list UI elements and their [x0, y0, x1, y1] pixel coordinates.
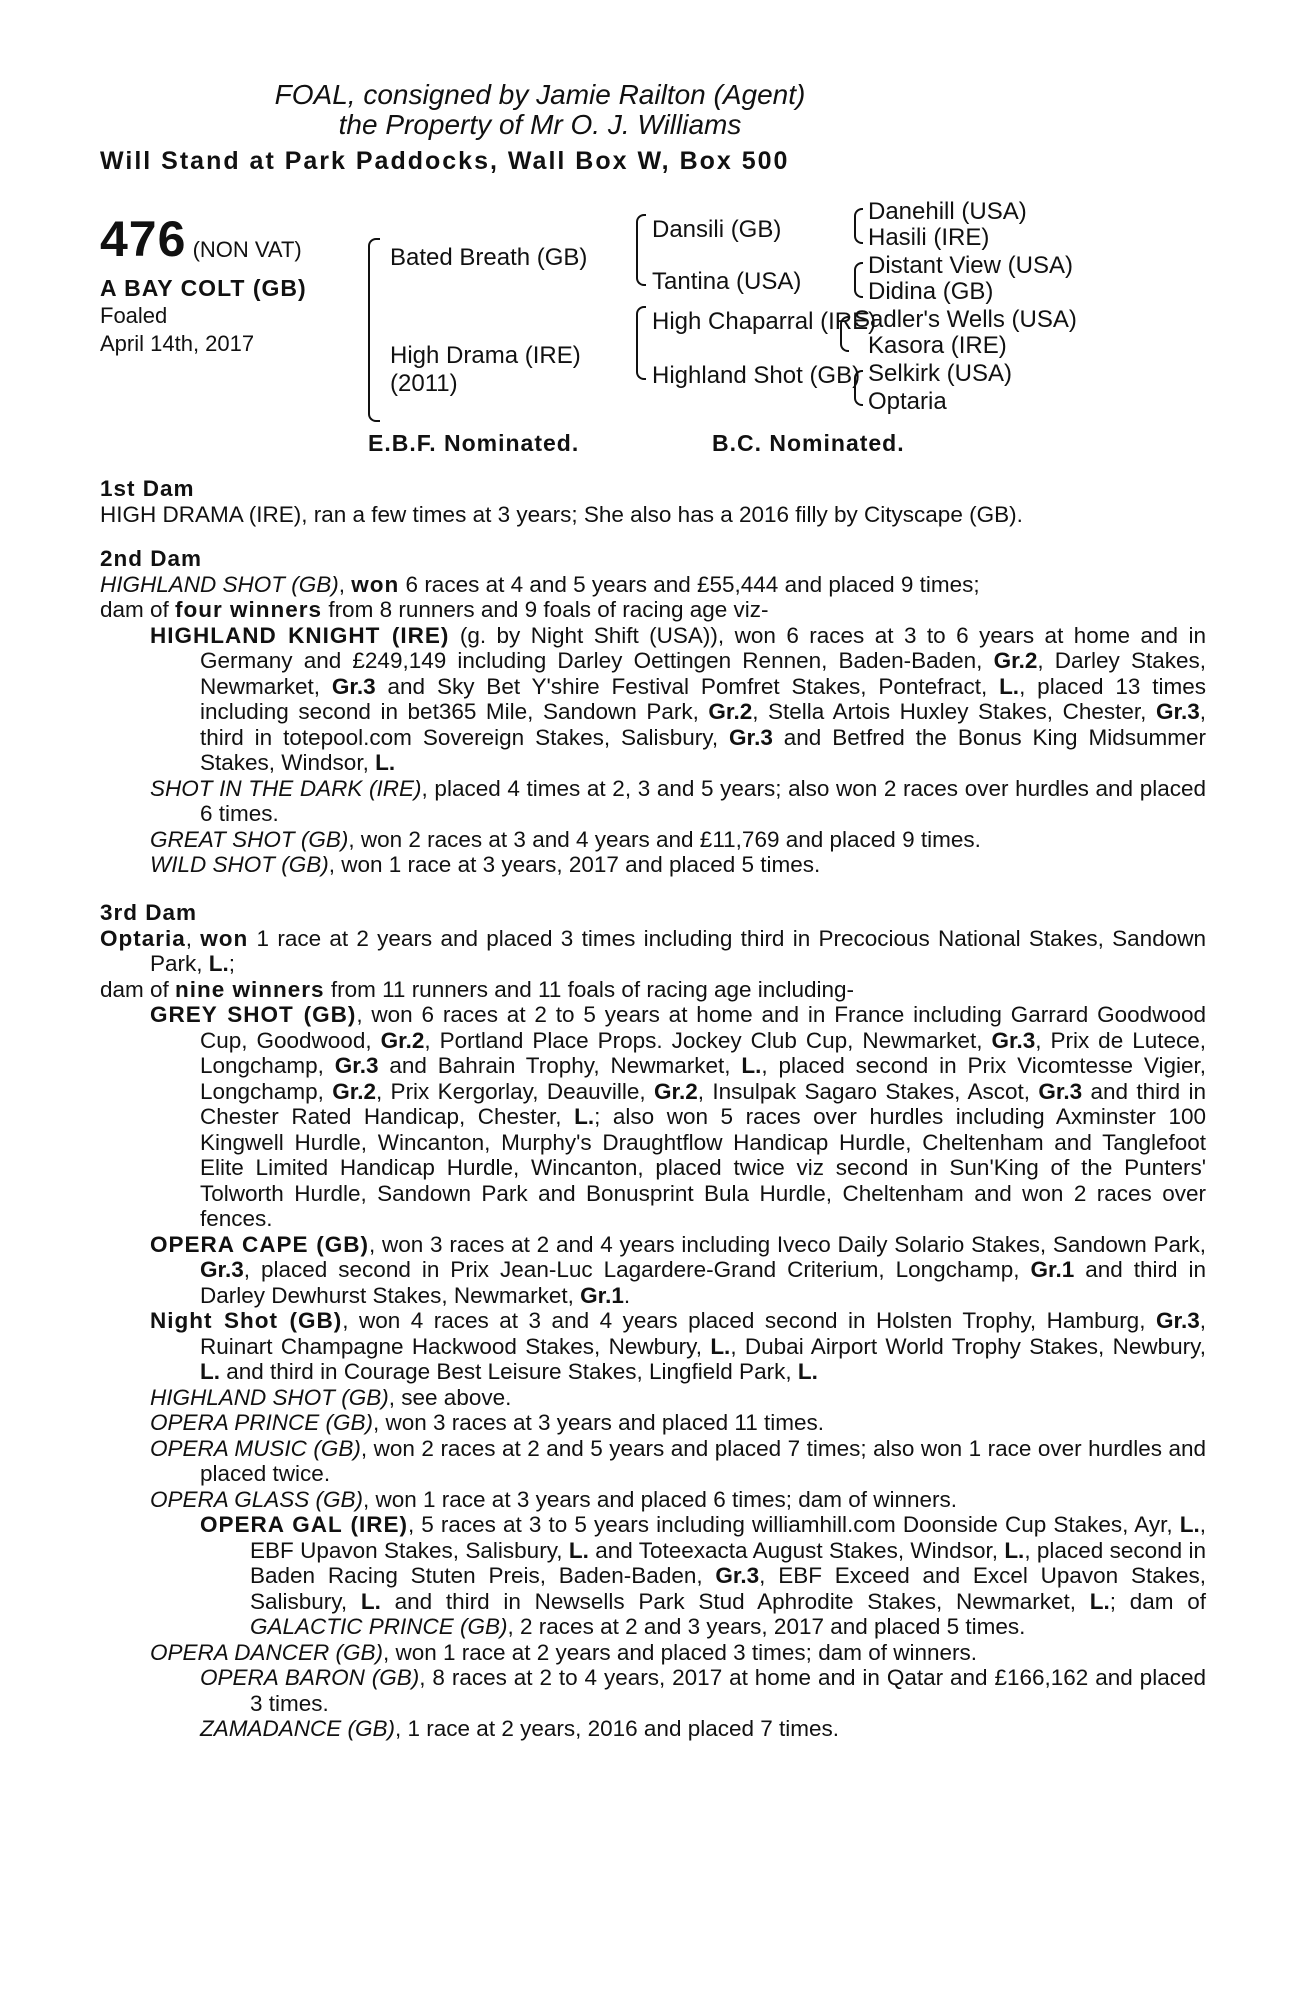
sire-line-brace-top	[636, 214, 646, 256]
second-dam-name: HIGHLAND SHOT (GB)	[100, 571, 339, 597]
lot-info	[100, 212, 307, 358]
first-dam-heading: 1st Dam	[100, 476, 195, 501]
produce-entry: OPERA CAPE (GB), won 3 races at 2 and 4 years including Iveco Daily Solario Stakes, Sandown Park, Gr.3, placed second in Prix Jean-Luc Lagardere-Grand Criterium, Longchamp, Gr.1 and third in Darley Dewhurst Stakes, Newmarket, Gr.1.	[150, 1231, 1207, 1308]
sd-brace-top	[854, 262, 863, 282]
sire-brace	[368, 238, 380, 332]
produce-entry: OPERA DANCER (GB), won 1 race at 2 years and placed 3 times; dam of winners.	[150, 1639, 978, 1665]
third-dam-produce-summary	[100, 977, 1206, 1003]
sire-dam-dam: Didina (GB)	[868, 278, 994, 305]
ds-brace-top	[840, 316, 849, 336]
second-dam-heading: 2nd Dam	[100, 545, 203, 571]
foaled-label: Foaled	[100, 303, 168, 328]
produce-entry: OPERA GAL (IRE), 5 races at 3 to 5 years including williamhill.com Doonside Cup Stakes, Ayr, L., EBF Upavon Stakes, Salisbury, L. and Toteexacta August Stakes, Windsor, L., placed second in Baden Racing Stuten Preis, Baden-Baden, Gr.3, EBF Exceed and Excel Upavon Stakes, Salisbury, L. and third in Newsells Park Stud Aphrodite Stakes, Newmarket, L.; dam of GALACTIC PRINCE (GB), 2 races at 2 and 3 years, 2017 and placed 5 times.	[200, 1512, 1206, 1639]
sd-brace-bottom	[854, 280, 863, 298]
dam-line-brace-top	[636, 306, 646, 348]
dam-sire: High Chaparral (IRE)	[652, 308, 877, 335]
lot-number: 476	[100, 211, 187, 267]
third-dam-produce-rest: from 11 runners and 11 foals of racing age including-	[324, 976, 855, 1002]
third-dam-heading: 3rd Dam	[100, 899, 198, 925]
third-dam-winners-count: nine winners	[175, 976, 325, 1002]
second-dam-summary: HIGHLAND SHOT (GB), won 6 races at 4 and 5 years and £55,444 and placed 9 times;	[100, 571, 980, 597]
produce-entry: GREY SHOT (GB), won 6 races at 2 to 5 years at home and in France including Garrard Goodwood Cup, Goodwood, Gr.2, Portland Place Props. Jockey Club Cup, Newmarket, Gr.3, Prix de Lutece, Longchamp, Gr.3 and Bahrain Trophy, Newmarket, L., placed second in Prix Vicomtesse Vigier, Longchamp, Gr.2, Prix Kergorlay, Deauville, Gr.2, Insulpak Sagaro Stakes, Ascot, Gr.3 and third in Chester Rated Handicap, Chester, L.; also won 5 races over hurdles including Axminster 100 Kingwell Hurdle, Wincanton, Murphy's Draughtflow Handicap Hurdle, Cheltenham and Tanglefoot Elite Limited Handicap Hurdle, Wincanton, placed twice viz second in Sun'King of the Punters' Tolworth Hurdle, Sandown Park and Bonusprint Bula Hurdle, Cheltenham and won 2 races over fences.	[150, 1002, 1207, 1231]
third-dam-summary: Optaria, won 1 race at 2 years and placed 3 times including third in Precocious National Stakes, Sandown Park, L.;	[100, 925, 1206, 976]
lot-description: A BAY COLT (GB)	[100, 275, 307, 301]
produce-entry: OPERA GLASS (GB), won 1 race at 3 years and placed 6 times; dam of winners.	[150, 1486, 958, 1512]
dam-brace	[368, 330, 380, 422]
stabling-line: Will Stand at Park Paddocks, Wall Box W, Box 500	[100, 147, 790, 175]
produce-entry: WILD SHOT (GB), won 1 race at 3 years, 2017 and placed 5 times.	[150, 852, 821, 877]
consignor-line: FOAL, consigned by Jamie Railton (Agent)	[274, 79, 806, 110]
sire-sire-dam: Hasili (IRE)	[868, 224, 990, 251]
sire-dam: Tantina (USA)	[652, 268, 802, 295]
produce-entry: OPERA BARON (GB), 8 races at 2 to 4 years, 2017 at home and in Qatar and £166,162 and placed 3 times.	[200, 1665, 1206, 1716]
third-dam-won: won	[200, 925, 249, 951]
bc-nominated: B.C. Nominated.	[712, 430, 905, 456]
first-dam-section	[100, 476, 1206, 528]
third-dam-dam-of: dam of	[100, 976, 176, 1002]
pedigree-block	[100, 198, 1206, 458]
produce-entry: OPERA MUSIC (GB), won 2 races at 2 and 5 years and placed 7 times; also won 1 race over hurdles and placed twice.	[150, 1435, 1206, 1486]
produce-entry: OPERA PRINCE (GB), won 3 races at 3 years and placed 11 times.	[150, 1410, 825, 1435]
third-dam-name: Optaria	[100, 925, 186, 951]
ds-brace-bottom	[840, 334, 849, 352]
second-dam-won: won	[351, 571, 400, 597]
second-dam-record: 6 races at 4 and 5 years and £55,444 and placed 9 times;	[399, 571, 980, 597]
second-dam-dam-of: dam of	[100, 597, 176, 622]
third-dam-section	[100, 900, 1206, 1742]
sire-sire: Dansili (GB)	[652, 216, 782, 243]
property-line: the Property of Mr O. J. Williams	[338, 109, 742, 140]
sire-name: Bated Breath (GB)	[390, 244, 588, 271]
dd-brace-bottom	[854, 388, 863, 406]
second-dam-produce-summary	[100, 597, 1206, 623]
ebf-nominated: E.B.F. Nominated.	[368, 430, 580, 456]
page-header	[0, 80, 1080, 178]
sire-sire-sire: Danehill (USA)	[868, 198, 1027, 225]
dam-dam-dam: Optaria	[868, 388, 947, 415]
first-dam-text: HIGH DRAMA (IRE), ran a few times at 3 years; She also has a 2016 filly by Cityscape (GB).	[100, 502, 1023, 527]
catalogue-page	[100, 80, 1206, 1742]
second-dam-winners-count: four winners	[175, 597, 323, 622]
second-dam-section	[100, 546, 1206, 878]
produce-entry: ZAMADANCE (GB), 1 race at 2 years, 2016 and placed 7 times.	[200, 1716, 840, 1741]
produce-entry: GREAT SHOT (GB), won 2 races at 3 and 4 years and £11,769 and placed 9 times.	[150, 826, 981, 852]
produce-entry: SHOT IN THE DARK (IRE), placed 4 times at 2, 3 and 5 years; also won 2 races over hurdles and placed 6 times.	[150, 775, 1207, 826]
dam-line-brace-bottom	[636, 346, 646, 380]
sire-dam-sire: Distant View (USA)	[868, 252, 1073, 279]
produce-entry: HIGHLAND SHOT (GB), see above.	[150, 1384, 512, 1410]
dam-name: High Drama (IRE)	[390, 342, 581, 369]
ss-brace-top	[854, 208, 863, 228]
second-dam-produce-rest: from 8 runners and 9 foals of racing age viz-	[322, 597, 769, 622]
vat-status: (NON VAT)	[192, 237, 302, 263]
foaled-date: April 14th, 2017	[100, 331, 255, 356]
produce-entry: Night Shot (GB), won 4 races at 3 and 4 years placed second in Holsten Trophy, Hamburg, Gr.3, Ruinart Champagne Hackwood Stakes, Newbury, L., Dubai Airport World Trophy Stakes, Newbury, L. and third in Courage Best Leisure Stakes, Lingfield Park, L.	[150, 1308, 1206, 1384]
third-dam-record: 1 race at 2 years and placed 3 times including third in Precocious National Stakes, Sandown Park,	[150, 925, 1206, 976]
sire-line-brace-bottom	[636, 254, 646, 286]
dam-dam-sire: Selkirk (USA)	[868, 360, 1013, 387]
dd-brace-top	[854, 370, 863, 390]
ss-brace-bottom	[854, 226, 863, 244]
dam-sire-sire: Sadler's Wells (USA)	[854, 306, 1077, 333]
produce-entry: HIGHLAND KNIGHT (IRE) (g. by Night Shift (USA)), won 6 races at 3 to 6 years at home and in Germany and £249,149 including Darley Oettingen Rennen, Baden-Baden, Gr.2, Darley Stakes, Newmarket, Gr.3 and Sky Bet Y'shire Festival Pomfret Stakes, Pontefract, L., placed 13 times including second in bet365 Mile, Sandown Park, Gr.2, Stella Artois Huxley Stakes, Chester, Gr.3, third in totepool.com Sovereign Stakes, Salisbury, Gr.3 and Betfred the Bonus King Midsummer Stakes, Windsor, L.	[150, 622, 1206, 775]
dam-sire-dam: Kasora (IRE)	[868, 332, 1007, 359]
dam-year: (2011)	[390, 370, 458, 397]
dam-dam: Highland Shot (GB)	[652, 362, 861, 389]
